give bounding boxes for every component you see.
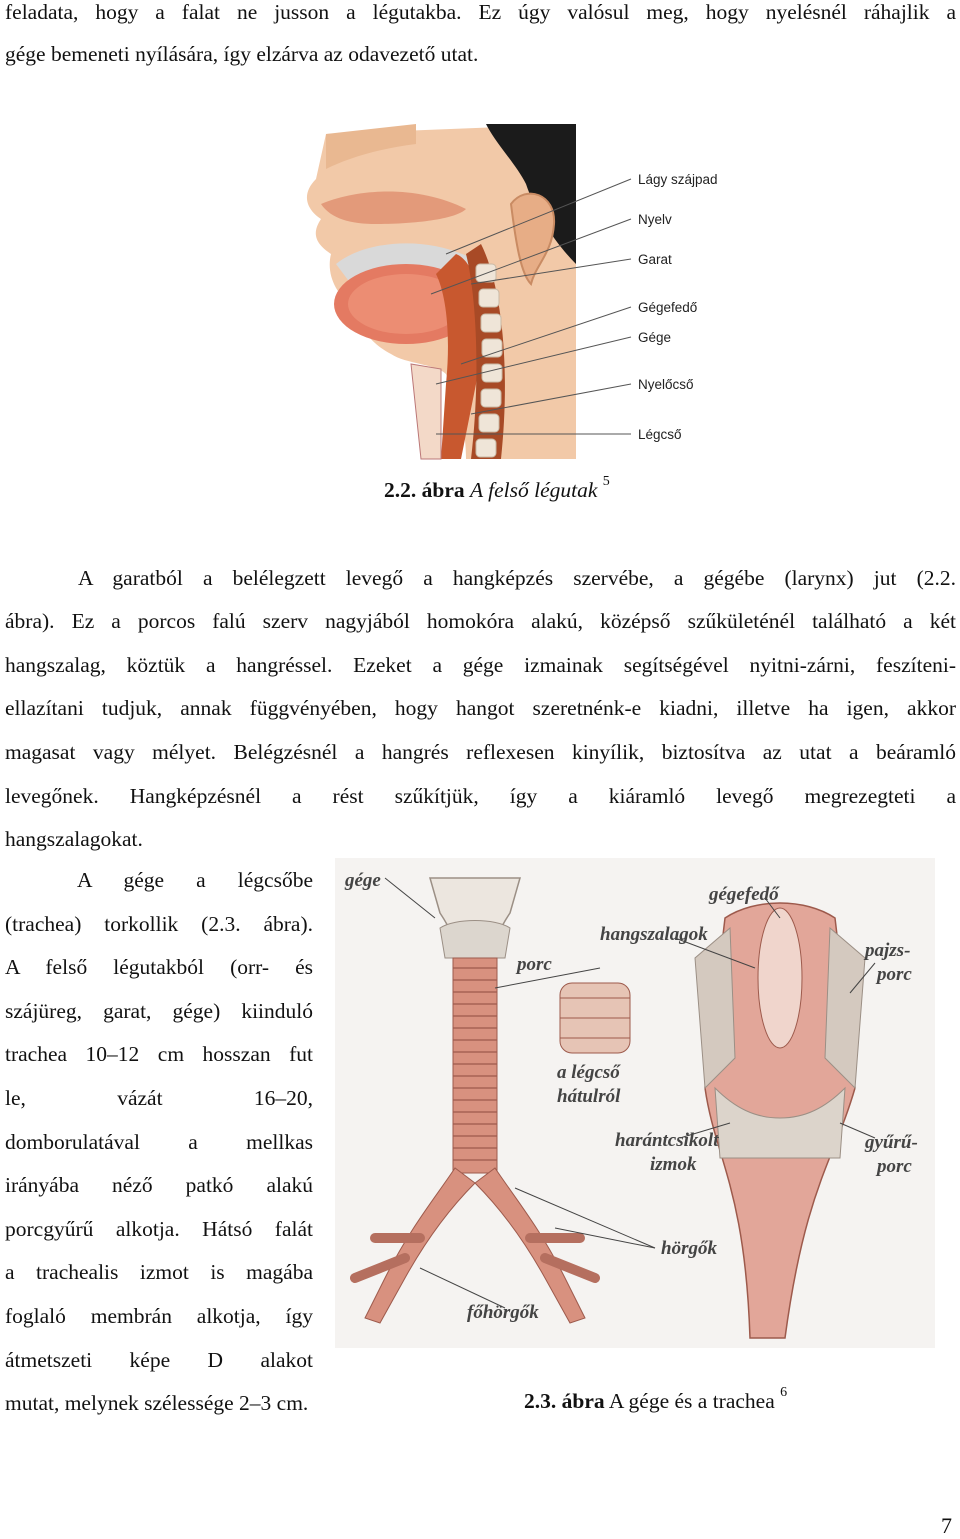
text-line: átmetszeti képe D alakot: [5, 1347, 313, 1372]
text-line: gége bemeneti nyílására, így elzárva az odavezető utat.: [5, 42, 479, 66]
label-soft-palate: Lágy szájpad: [638, 172, 718, 187]
label-cricoid-1: gyűrű-: [865, 1132, 918, 1153]
label-striated-1: harántcsikolt: [615, 1130, 719, 1151]
caption-text: A gége és a trachea: [608, 1389, 775, 1413]
text-line: hangszalagokat.: [5, 827, 143, 851]
text-line: porcgyűrű alkotja. Hátsó falát: [5, 1216, 313, 1241]
text-line: (trachea) torkollik (2.3. ábra).: [5, 911, 313, 936]
text-line: trachea 10–12 cm hosszan fut: [5, 1042, 313, 1067]
label-trachea-back-1: a légcső: [557, 1062, 620, 1083]
narrow-paragraph: [5, 859, 313, 1382]
label-thyroid-1: pajzs-: [865, 940, 911, 961]
text-line: irányába néző patkó alakú: [5, 1173, 313, 1198]
caption-reference: 6: [780, 1385, 788, 1400]
text-line: a trachealis izmot is magába: [5, 1260, 313, 1285]
figure-caption: [384, 474, 610, 503]
label-esophagus: Nyelőcső: [638, 377, 694, 392]
label-striated-2: izmok: [650, 1154, 697, 1175]
text-line: A gége a légcsőbe: [77, 868, 313, 892]
caption-number: 2.2. ábra: [384, 478, 465, 502]
text-line: magasat vagy mélyet. Belégzésnél a hangrés reflexesen kinyílik, biztosítva az utat a beáramló: [5, 740, 956, 764]
larynx-trachea-figure: [335, 858, 935, 1348]
text-line: domborulatával a mellkas: [5, 1129, 313, 1154]
text-line: levegőnek. Hangképzésnél a rést szűkítjük, így a kiáramló levegő megrezegteti a: [5, 784, 956, 808]
page-number: 7: [941, 1513, 952, 1538]
text-line: A felső légutakból (orr- és: [5, 955, 313, 980]
text-line: A garatból a belélegzett levegő a hangképzés szervébe, a gégébe (larynx) jut (2.2.: [78, 566, 956, 590]
label-larynx: gége: [345, 870, 381, 891]
label-larynx: Gége: [638, 330, 672, 345]
text-line: feladata, hogy a falat ne jusson a légutakba. Ez úgy valósul meg, hogy nyelésnél ráhajlik a: [5, 0, 956, 24]
text-line: le, vázát 16–20,: [5, 1085, 313, 1110]
label-cartilage: porc: [517, 954, 552, 975]
text-line: mutat, melynek szélessége 2–3 cm.: [5, 1391, 309, 1415]
label-bronchi: hörgők: [661, 1238, 717, 1259]
text-line: foglaló membrán alkotja, így: [5, 1303, 313, 1328]
caption-reference: 5: [602, 474, 610, 489]
text-line: szájüreg, garat, gége) kiinduló: [5, 998, 313, 1023]
label-cricoid-2: porc: [877, 1156, 912, 1177]
label-main-bronchi: főhörgők: [467, 1302, 539, 1323]
label-vocal-cords: hangszalagok: [600, 924, 708, 945]
label-epiglottis: gégefedő: [709, 884, 779, 905]
label-tongue: Nyelv: [638, 212, 672, 227]
label-pharynx: Garat: [638, 252, 672, 267]
label-epiglottis: Gégefedő: [638, 300, 698, 315]
text-line: hangszalag, köztük a hangréssel. Ezeket a gége izmainak segítségével nyitni-zárni, feszíteni-: [5, 653, 956, 677]
label-thyroid-2: porc: [877, 964, 912, 985]
caption-text: A felső légutak: [470, 478, 598, 502]
label-trachea-back-2: hátulról: [557, 1086, 621, 1107]
trachea: [453, 958, 497, 1173]
text-line: ellazítani tudjuk, annak függvényében, hogy hangot szeretnénk-e kiadni, illetve ha igen, akkor: [5, 696, 956, 720]
figure-caption: [524, 1385, 788, 1414]
label-trachea: Légcső: [638, 427, 682, 442]
upper-airway-figure: [296, 124, 726, 464]
caption-number: 2.3. ábra: [524, 1389, 605, 1413]
text-line: ábra). Ez a porcos falú szerv nagyjából homokóra alakú, középső szűkületénél található a két: [5, 609, 956, 633]
